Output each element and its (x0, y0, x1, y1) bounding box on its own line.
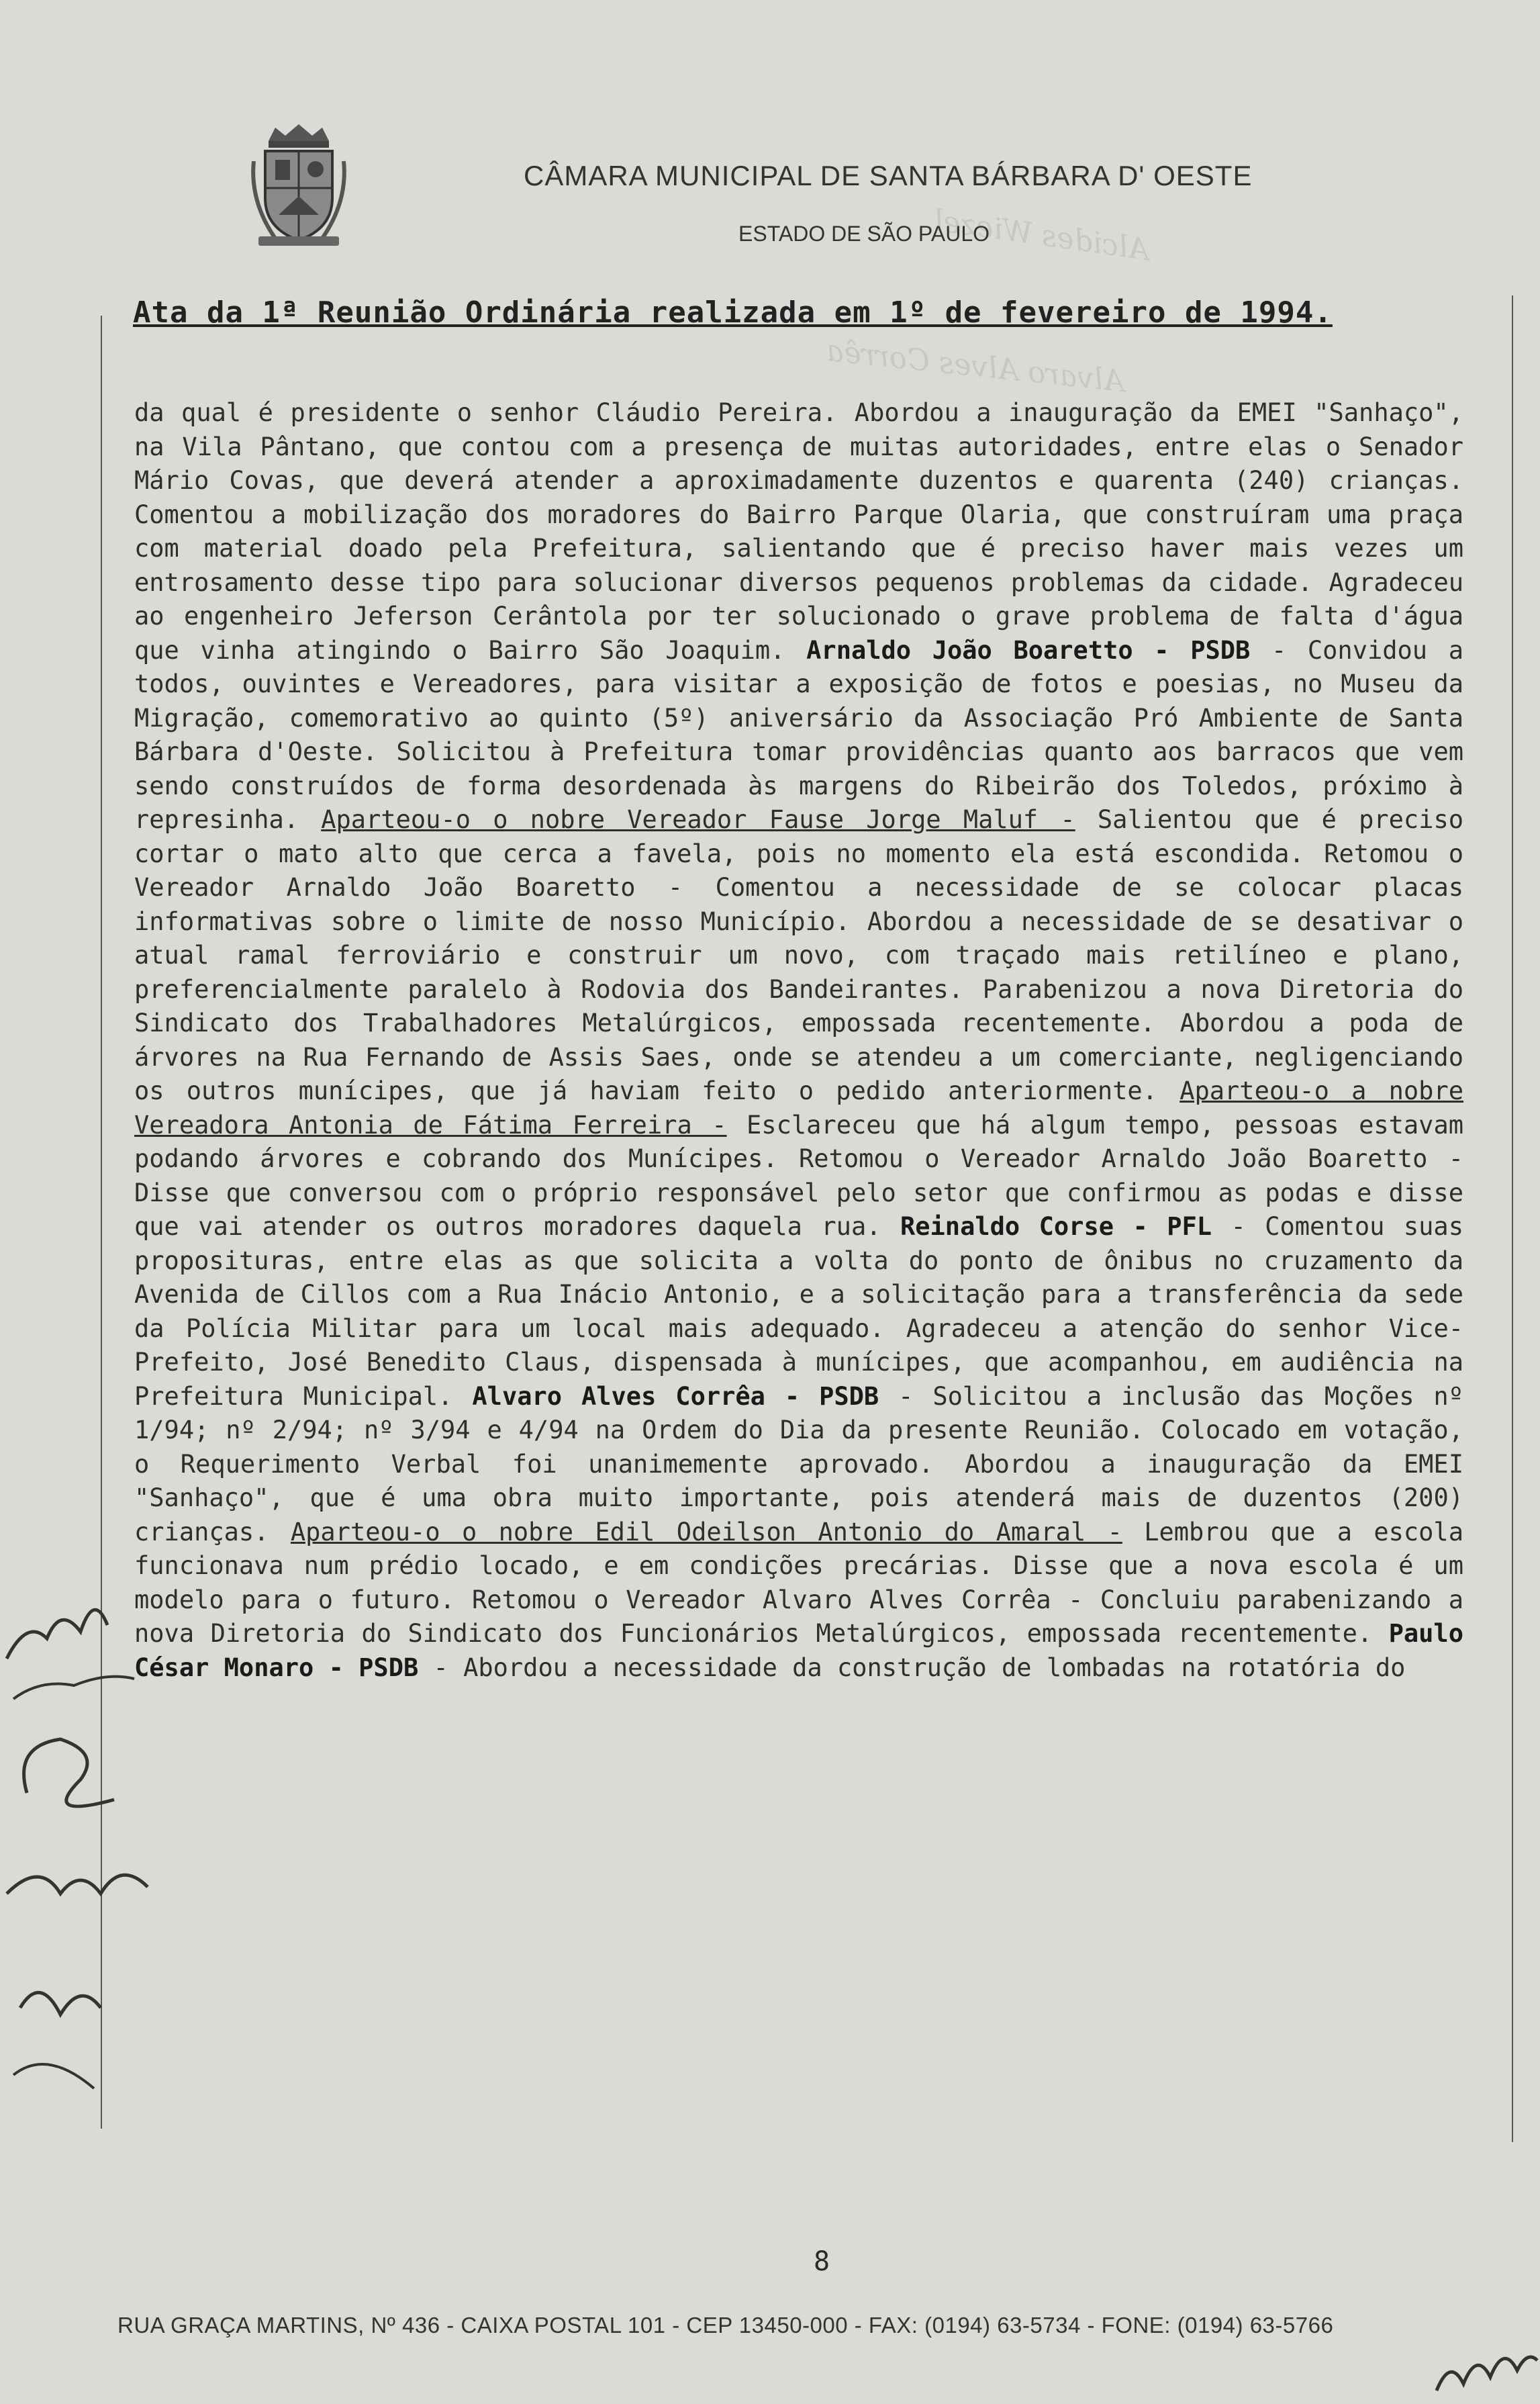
body-paragraph-text: - Convidou a todos, ouvintes e Vereadores, para visitar a exposição de fotos e poesias, no Museu da Migração, comemorativo ao quinto (5º) aniversário da Associação Pró Ambiente de Santa Bárbara d'Oeste. Solicitou à Prefeitura tomar providências quanto aos barracos que vem sendo construídos de forma desordenada às margens do Ribeirão dos Toledos, próximo à represinha. (134, 635, 1464, 834)
body-paragraph-text: - Solicitou a inclusão das Moções nº 1/94; nº 2/94; nº 3/94 e 4/94 na Ordem do Dia da presente Reunião. Colocado em votação, o Requerimento Verbal foi unanimemente aprovado. Abordou a inauguração da EMEI "Sanhaço", que é uma obra muito importante, pois atenderá mais de duzentos (200) crianças. (134, 1381, 1463, 1546)
minutes-body-text (134, 396, 1463, 1685)
margin-signatures-icon (0, 1578, 161, 2182)
organization-name: CÂMARA MUNICIPAL DE SANTA BÁRBARA D' OESTE (524, 160, 1253, 191)
bleed-through-signature-text: Alcides Wiezel (932, 203, 1152, 268)
body-paragraph-text: Salientou que é preciso cortar o mato alto que cerca a favela, pois no momento ela está escondida. Retomou o Vereador Arnaldo João Boaretto - Comentou a necessidade de se colocar placas informativas sobre o limite de nosso Município. Abordou a necessidade de se desativar o atual ramal ferroviário e construir um novo, com traçado mais retilíneo e plano, preferencialmente paralelo à Rodovia dos Bandeirantes. Parabenizou a nova Diretoria do Sindicato dos Trabalhadores Metalúrgicos, empossada recentemente. Abordou a poda de árvores na Rua Fernando de Assis Saes, onde se atendeu a um comerciante, negligenciando os outros munícipes, que já haviam feito o pedido anteriormente. (134, 805, 1464, 1105)
speaker-name: Arnaldo João Boaretto - PSDB (806, 635, 1251, 665)
footer-address: RUA GRAÇA MARTINS, Nº 436 - CAIXA POSTAL 101 - CEP 13450-000 - FAX: (0194) 63-5734 - FONE: (0194) 63-5766 (117, 2313, 1334, 2338)
document-title: Ata da 1ª Reunião Ordinária realizada em 1º de fevereiro de 1994. (133, 295, 1333, 330)
speaker-name: Alvaro Alves Corrêa - PSDB (472, 1381, 879, 1411)
body-paragraph-text: Lembrou que a escola funcionava num prédio locado, e em condições precárias. Disse que a nova escola é um modelo para o futuro. Retomou o Vereador Alvaro Alves Corrêa - Concluiu parabenizando a nova Diretoria do Sindicato dos Funcionários Metalúrgicos, empossada recentemente. (134, 1517, 1463, 1648)
aparte-heading: Aparteou-o a nobre Vereadora Antonia de Fátima Ferreira - (134, 1076, 1464, 1140)
bleed-through-signature-text: Alvaro Alves Corrêa (824, 333, 1126, 400)
organization-state: ESTADO DE SÃO PAULO (738, 222, 990, 246)
speaker-name: Paulo César Monaro - PSDB (134, 1619, 1463, 1682)
body-paragraph-text: - Comentou suas proposituras, entre elas as que solicita a volta do ponto de ônibus no cruzamento da Avenida de Cillos com a Rua Inácio Antonio, e a solicitação para a transferência da sede da Polícia Militar para um local mais adequado. Agradeceu a atenção do senhor Vice-Prefeito, José Benedito Claus, dispensada à munícipes, que acompanhou, em audiência na Prefeitura Municipal. (134, 1212, 1463, 1411)
speaker-name: Reinaldo Corse - PFL (900, 1212, 1212, 1241)
aparte-heading: Aparteou-o o nobre Vereador Fause Jorge Maluf - (321, 805, 1075, 834)
municipal-crest-icon (248, 121, 349, 248)
body-paragraph-text: Esclareceu que há algum tempo, pessoas estavam podando árvores e cobrando dos Munícipes. Retomou o Vereador Arnaldo João Boaretto - Disse que conversou com o próprio responsável pelo setor que confirmou as podas e disse que vai atender os outros moradores daquela rua. (134, 1110, 1463, 1241)
body-paragraph-text: - Abordou a necessidade da construção de lombadas na rotatória do (418, 1653, 1406, 1682)
body-paragraph-text: da qual é presidente o senhor Cláudio Pereira. Abordou a inauguração da EMEI "Sanhaço", na Vila Pântano, que contou com a presença de muitas autoridades, entre elas o Senador Mário Covas, que deverá atender a aproximadamente duzentos e quarenta (240) crianças. Comentou a mobilização dos moradores do Bairro Parque Olaria, que construíram uma praça com material doado pela Prefeitura, salientando que é preciso haver mais vezes um entrosamento desse tipo para solucionar diversos pequenos problemas da cidade. Agradeceu ao engenheiro Jeferson Cerântola por ter solucionado o grave problema de falta d'água que vinha atingindo o Bairro São Joaquim. (134, 398, 1463, 665)
page-number: 8 (814, 2246, 830, 2277)
initials-signature-icon (1430, 2330, 1540, 2404)
right-margin-rule (1512, 295, 1513, 2142)
aparte-heading: Aparteou-o o nobre Edil Odeilson Antonio do Amaral - (290, 1517, 1122, 1546)
